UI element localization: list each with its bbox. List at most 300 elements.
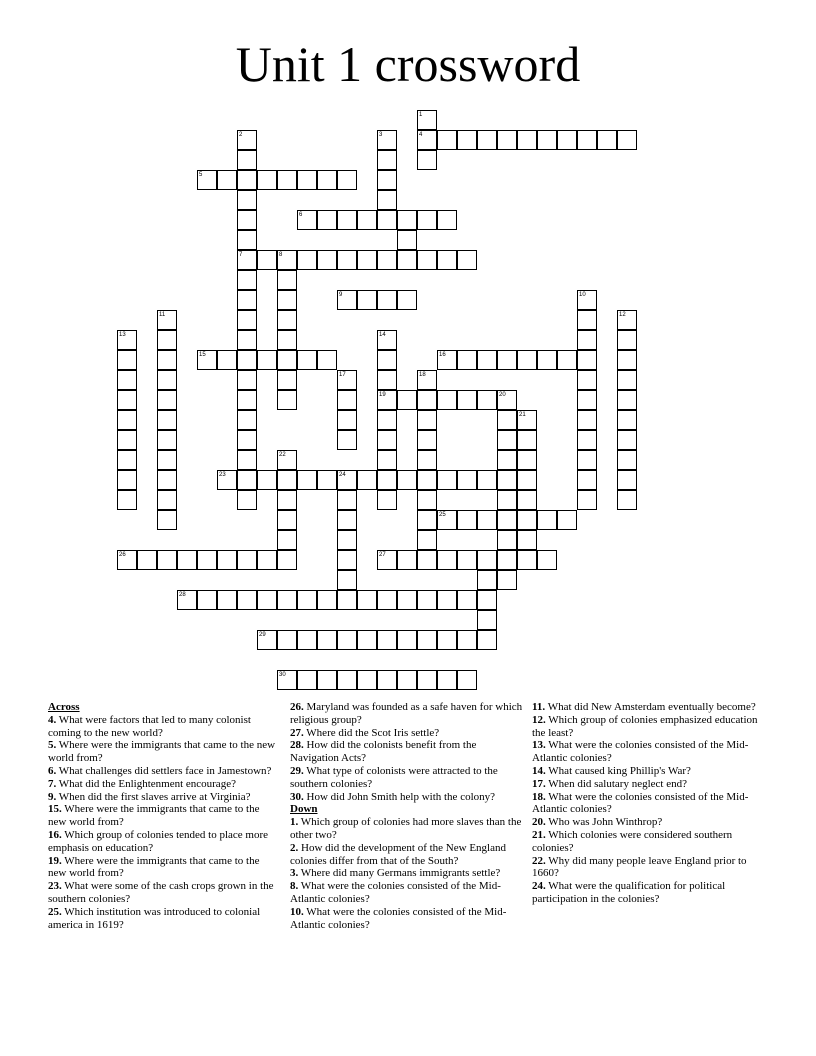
- clue-number: 25.: [48, 905, 62, 918]
- clue-number: 18.: [532, 790, 546, 803]
- grid-clue-number: 16: [439, 352, 446, 358]
- grid-cell[interactable]: [277, 330, 297, 350]
- clue-text: What were factors that led to many colonist coming to the new world?: [48, 713, 251, 739]
- grid-cell[interactable]: [157, 510, 177, 530]
- grid-cell[interactable]: [437, 550, 457, 570]
- grid-cell[interactable]: [137, 550, 157, 570]
- grid-cell[interactable]: [157, 470, 177, 490]
- clue-number: 26.: [290, 701, 304, 713]
- grid-cell[interactable]: [497, 350, 517, 370]
- grid-cell[interactable]: [577, 470, 597, 490]
- clue-number: 11.: [532, 701, 546, 713]
- grid-cell[interactable]: [557, 350, 577, 370]
- grid-cell[interactable]: [317, 470, 337, 490]
- grid-cell[interactable]: [217, 590, 237, 610]
- grid-cell[interactable]: [157, 410, 177, 430]
- grid-cell[interactable]: [337, 670, 357, 690]
- clue-down-17: [532, 778, 768, 791]
- grid-cell[interactable]: [417, 510, 437, 530]
- clue-number: 21.: [532, 828, 546, 841]
- clue-text: What were the qualification for political participation in the colonies?: [532, 880, 726, 905]
- grid-cell[interactable]: [417, 410, 437, 430]
- grid-cell[interactable]: [497, 470, 517, 490]
- grid-cell[interactable]: [277, 470, 297, 490]
- grid-cell[interactable]: [257, 550, 277, 570]
- grid-cell[interactable]: [297, 250, 317, 270]
- grid-cell[interactable]: [277, 550, 297, 570]
- grid-cell[interactable]: [517, 490, 537, 510]
- grid-cell[interactable]: [497, 490, 517, 510]
- clue-across-29: [290, 765, 526, 791]
- grid-cell[interactable]: [577, 410, 597, 430]
- grid-cell[interactable]: [417, 210, 437, 230]
- grid-cell[interactable]: [457, 130, 477, 150]
- clue-column-3: [532, 701, 768, 906]
- grid-cell[interactable]: [337, 250, 357, 270]
- grid-clue-number: 14: [379, 332, 386, 338]
- grid-cell[interactable]: [217, 170, 237, 190]
- grid-clue-number: 23: [219, 472, 226, 478]
- grid-cell[interactable]: [617, 130, 637, 150]
- grid-cell[interactable]: [337, 530, 357, 550]
- grid-cell[interactable]: [417, 670, 437, 690]
- clue-down-13: [532, 739, 768, 765]
- clue-across-23: [48, 880, 278, 906]
- grid-cell[interactable]: [377, 670, 397, 690]
- grid-cell[interactable]: [417, 150, 437, 170]
- grid-cell[interactable]: [377, 250, 397, 270]
- grid-cell[interactable]: [237, 550, 257, 570]
- grid-cell[interactable]: [237, 190, 257, 210]
- clue-text: What did the Enlightenment encourage?: [56, 777, 236, 790]
- grid-cell[interactable]: [277, 270, 297, 290]
- grid-cell[interactable]: [457, 550, 477, 570]
- grid-cell[interactable]: [517, 430, 537, 450]
- grid-cell[interactable]: [537, 510, 557, 530]
- grid-cell[interactable]: [337, 170, 357, 190]
- grid-cell[interactable]: [357, 470, 377, 490]
- grid-cell[interactable]: [237, 490, 257, 510]
- grid-cell[interactable]: [297, 590, 317, 610]
- grid-cell[interactable]: [237, 450, 257, 470]
- clue-text: Which colonies were considered southern colonies?: [532, 828, 733, 854]
- grid-cell[interactable]: [577, 310, 597, 330]
- grid-cell[interactable]: [237, 170, 257, 190]
- clue-down-10: [290, 906, 526, 932]
- grid-clue-number: 11: [159, 312, 166, 318]
- grid-cell[interactable]: [337, 430, 357, 450]
- clue-text: How did John Smith help with the colony?: [303, 790, 496, 803]
- grid-cell[interactable]: [457, 670, 477, 690]
- grid-cell[interactable]: [617, 390, 637, 410]
- clue-text: What did New Amsterdam eventually become?: [545, 701, 756, 713]
- clue-text: Who was John Winthrop?: [545, 816, 663, 829]
- grid-cell[interactable]: [257, 170, 277, 190]
- grid-cell[interactable]: [477, 570, 497, 590]
- grid-cell[interactable]: [437, 630, 457, 650]
- grid-cell[interactable]: [277, 590, 297, 610]
- grid-clue-number: 26: [119, 552, 126, 558]
- grid-cell[interactable]: [437, 390, 457, 410]
- grid-cell[interactable]: [497, 130, 517, 150]
- grid-cell[interactable]: [397, 590, 417, 610]
- grid-cell[interactable]: [377, 490, 397, 510]
- grid-cell[interactable]: [157, 550, 177, 570]
- grid-cell[interactable]: [497, 410, 517, 430]
- clue-number: 23.: [48, 880, 62, 893]
- grid-cell[interactable]: [357, 630, 377, 650]
- clue-down-21: [532, 829, 768, 855]
- grid-cell[interactable]: [397, 630, 417, 650]
- grid-cell[interactable]: [237, 390, 257, 410]
- clue-number: 27.: [290, 726, 304, 739]
- grid-cell[interactable]: [437, 250, 457, 270]
- grid-cell[interactable]: [477, 610, 497, 630]
- grid-cell[interactable]: [397, 670, 417, 690]
- grid-cell[interactable]: [337, 490, 357, 510]
- clue-text: Maryland was founded as a safe haven for which religious group?: [290, 701, 523, 726]
- grid-cell[interactable]: [417, 630, 437, 650]
- grid-cell[interactable]: [517, 470, 537, 490]
- grid-cell[interactable]: [157, 490, 177, 510]
- clue-text: Where did the Scot Iris settle?: [303, 726, 440, 739]
- clue-text: What were the colonies consisted of the Mid-Atlantic colonies?: [290, 905, 507, 931]
- grid-cell[interactable]: [477, 470, 497, 490]
- grid-cell[interactable]: [157, 430, 177, 450]
- grid-cell[interactable]: [617, 470, 637, 490]
- grid-cell[interactable]: [177, 550, 197, 570]
- clue-text: What were some of the cash crops grown in the southern colonies?: [48, 880, 274, 905]
- grid-cell[interactable]: [477, 130, 497, 150]
- grid-cell[interactable]: [457, 350, 477, 370]
- grid-cell[interactable]: [237, 410, 257, 430]
- grid-cell[interactable]: [277, 310, 297, 330]
- grid-cell[interactable]: [517, 450, 537, 470]
- clue-down-11: [532, 701, 768, 714]
- clue-text: What challenges did settlers face in Jamestown?: [56, 764, 272, 777]
- grid-cell[interactable]: [197, 550, 217, 570]
- clue-number: 15.: [48, 803, 62, 816]
- grid-cell[interactable]: [397, 230, 417, 250]
- grid-cell[interactable]: [397, 550, 417, 570]
- grid-cell[interactable]: [197, 590, 217, 610]
- grid-cell[interactable]: [537, 130, 557, 150]
- grid-cell[interactable]: [397, 470, 417, 490]
- grid-cell[interactable]: [517, 130, 537, 150]
- grid-cell[interactable]: [357, 250, 377, 270]
- grid-cell[interactable]: [317, 590, 337, 610]
- grid-cell[interactable]: [117, 490, 137, 510]
- grid-cell[interactable]: [357, 210, 377, 230]
- grid-cell[interactable]: [237, 370, 257, 390]
- grid-cell[interactable]: [617, 330, 637, 350]
- grid-clue-number: 1: [419, 112, 423, 118]
- grid-clue-number: 6: [299, 212, 303, 218]
- grid-cell[interactable]: [617, 430, 637, 450]
- grid-cell[interactable]: [257, 590, 277, 610]
- grid-cell[interactable]: [577, 130, 597, 150]
- clue-text: Where were the immigrants that came to the new world from?: [48, 854, 260, 880]
- clue-number: 3.: [290, 867, 299, 880]
- grid-cell[interactable]: [417, 530, 437, 550]
- grid-cell[interactable]: [617, 370, 637, 390]
- grid-cell[interactable]: [317, 630, 337, 650]
- grid-cell[interactable]: [337, 570, 357, 590]
- grid-cell[interactable]: [577, 350, 597, 370]
- grid-cell[interactable]: [377, 350, 397, 370]
- grid-cell[interactable]: [117, 470, 137, 490]
- grid-cell[interactable]: [277, 630, 297, 650]
- across-header: Across: [48, 701, 80, 713]
- grid-cell[interactable]: [237, 350, 257, 370]
- grid-cell[interactable]: [277, 170, 297, 190]
- clue-text: Which group of colonies tended to place more emphasis on education?: [48, 828, 269, 854]
- grid-cell[interactable]: [237, 150, 257, 170]
- grid-clue-number: 25: [439, 512, 446, 518]
- grid-cell[interactable]: [577, 390, 597, 410]
- grid-cell[interactable]: [477, 510, 497, 530]
- grid-cell[interactable]: [417, 250, 437, 270]
- clue-number: 4.: [48, 713, 57, 726]
- grid-cell[interactable]: [617, 410, 637, 430]
- clue-down-14: [532, 765, 768, 778]
- grid-cell[interactable]: [397, 210, 417, 230]
- grid-cell[interactable]: [417, 590, 437, 610]
- grid-cell[interactable]: [237, 210, 257, 230]
- grid-cell[interactable]: [237, 310, 257, 330]
- grid-cell[interactable]: [437, 670, 457, 690]
- grid-cell[interactable]: [277, 370, 297, 390]
- grid-cell[interactable]: [277, 490, 297, 510]
- clue-across-25: [48, 906, 278, 932]
- grid-cell[interactable]: [297, 670, 317, 690]
- clue-number: 9.: [48, 790, 57, 803]
- clue-down-18: [532, 791, 768, 817]
- grid-cell[interactable]: [537, 550, 557, 570]
- grid-cell[interactable]: [337, 510, 357, 530]
- grid-cell[interactable]: [237, 330, 257, 350]
- grid-cell[interactable]: [517, 530, 537, 550]
- grid-cell[interactable]: [577, 450, 597, 470]
- grid-cell[interactable]: [337, 590, 357, 610]
- grid-cell[interactable]: [337, 390, 357, 410]
- grid-cell[interactable]: [477, 390, 497, 410]
- grid-cell[interactable]: [217, 550, 237, 570]
- clue-number: 28.: [290, 739, 304, 752]
- grid-clue-number: 15: [199, 352, 206, 358]
- grid-cell[interactable]: [397, 390, 417, 410]
- grid-cell[interactable]: [277, 290, 297, 310]
- grid-cell[interactable]: [517, 350, 537, 370]
- grid-cell[interactable]: [157, 450, 177, 470]
- grid-cell[interactable]: [477, 590, 497, 610]
- grid-cell[interactable]: [377, 470, 397, 490]
- clue-across-4: [48, 714, 278, 740]
- grid-cell[interactable]: [417, 450, 437, 470]
- grid-cell[interactable]: [437, 210, 457, 230]
- grid-cell[interactable]: [237, 230, 257, 250]
- grid-cell[interactable]: [377, 190, 397, 210]
- grid-cell[interactable]: [337, 630, 357, 650]
- grid-cell[interactable]: [417, 430, 437, 450]
- grid-cell[interactable]: [117, 450, 137, 470]
- clue-number: 13.: [532, 739, 546, 752]
- grid-cell[interactable]: [337, 210, 357, 230]
- clue-across-5: [48, 739, 278, 765]
- grid-cell[interactable]: [377, 290, 397, 310]
- grid-cell[interactable]: [497, 570, 517, 590]
- grid-cell[interactable]: [117, 410, 137, 430]
- grid-cell[interactable]: [457, 250, 477, 270]
- grid-cell[interactable]: [257, 250, 277, 270]
- grid-cell[interactable]: [377, 450, 397, 470]
- grid-cell[interactable]: [457, 510, 477, 530]
- clue-number: 8.: [290, 880, 299, 893]
- clue-number: 12.: [532, 713, 546, 726]
- grid-cell[interactable]: [357, 590, 377, 610]
- grid-cell[interactable]: [317, 170, 337, 190]
- grid-cell[interactable]: [497, 430, 517, 450]
- clue-text: What caused king Phillip's War?: [545, 764, 691, 777]
- grid-cell[interactable]: [297, 170, 317, 190]
- clue-down-20: [532, 816, 768, 829]
- grid-cell[interactable]: [117, 390, 137, 410]
- grid-cell[interactable]: [457, 390, 477, 410]
- grid-cell[interactable]: [157, 390, 177, 410]
- grid-cell[interactable]: [617, 490, 637, 510]
- grid-cell[interactable]: [437, 470, 457, 490]
- grid-cell[interactable]: [477, 550, 497, 570]
- grid-clue-number: 7: [239, 252, 243, 258]
- clue-number: 2.: [290, 841, 299, 854]
- grid-cell[interactable]: [377, 430, 397, 450]
- grid-cell[interactable]: [377, 590, 397, 610]
- grid-cell[interactable]: [117, 370, 137, 390]
- clue-down-8: [290, 880, 526, 906]
- grid-cell[interactable]: [537, 350, 557, 370]
- grid-cell[interactable]: [317, 210, 337, 230]
- grid-cell[interactable]: [377, 410, 397, 430]
- clue-across-27: [290, 727, 526, 740]
- grid-cell[interactable]: [357, 290, 377, 310]
- grid-cell[interactable]: [437, 590, 457, 610]
- clue-across-7: [48, 778, 278, 791]
- grid-cell[interactable]: [477, 350, 497, 370]
- grid-cell[interactable]: [577, 430, 597, 450]
- grid-clue-number: 19: [379, 392, 386, 398]
- grid-cell[interactable]: [377, 630, 397, 650]
- grid-cell[interactable]: [557, 130, 577, 150]
- grid-cell[interactable]: [297, 470, 317, 490]
- grid-cell[interactable]: [377, 210, 397, 230]
- grid-cell[interactable]: [237, 270, 257, 290]
- grid-clue-number: 28: [179, 592, 186, 598]
- grid-cell[interactable]: [297, 350, 317, 370]
- grid-cell[interactable]: [237, 290, 257, 310]
- grid-cell[interactable]: [517, 510, 537, 530]
- clue-across-26: [290, 701, 526, 727]
- grid-cell[interactable]: [317, 670, 337, 690]
- clue-text: What type of colonists were attracted to the southern colonies?: [290, 764, 498, 790]
- grid-cell[interactable]: [497, 550, 517, 570]
- grid-cell[interactable]: [337, 550, 357, 570]
- grid-cell[interactable]: [417, 550, 437, 570]
- grid-cell[interactable]: [257, 350, 277, 370]
- grid-cell[interactable]: [317, 350, 337, 370]
- grid-cell[interactable]: [497, 450, 517, 470]
- grid-cell[interactable]: [497, 530, 517, 550]
- grid-cell[interactable]: [117, 350, 137, 370]
- clue-number: 19.: [48, 854, 62, 867]
- grid-cell[interactable]: [157, 330, 177, 350]
- down-header: Down: [290, 803, 318, 816]
- grid-cell[interactable]: [557, 510, 577, 530]
- grid-clue-number: 18: [419, 372, 426, 378]
- grid-cell[interactable]: [217, 350, 237, 370]
- grid-cell[interactable]: [317, 250, 337, 270]
- clue-across-6: [48, 765, 278, 778]
- clue-number: 29.: [290, 764, 304, 777]
- clue-down-12: [532, 714, 768, 740]
- grid-cell[interactable]: [617, 350, 637, 370]
- grid-cell[interactable]: [497, 510, 517, 530]
- grid-cell[interactable]: [457, 470, 477, 490]
- grid-cell[interactable]: [157, 350, 177, 370]
- grid-cell[interactable]: [377, 370, 397, 390]
- grid-cell[interactable]: [277, 510, 297, 530]
- grid-cell[interactable]: [117, 430, 137, 450]
- grid-cell[interactable]: [377, 170, 397, 190]
- grid-cell[interactable]: [237, 590, 257, 610]
- grid-cell[interactable]: [257, 470, 277, 490]
- grid-cell[interactable]: [577, 490, 597, 510]
- clue-number: 24.: [532, 880, 546, 893]
- grid-cell[interactable]: [277, 530, 297, 550]
- grid-cell[interactable]: [297, 630, 317, 650]
- grid-cell[interactable]: [377, 150, 397, 170]
- clue-column-2: [290, 701, 526, 931]
- grid-cell[interactable]: [457, 590, 477, 610]
- grid-cell[interactable]: [597, 130, 617, 150]
- grid-cell[interactable]: [237, 430, 257, 450]
- clue-text: Where were the immigrants that came to the new world from?: [48, 803, 260, 829]
- grid-cell[interactable]: [417, 470, 437, 490]
- grid-cell[interactable]: [237, 470, 257, 490]
- grid-cell[interactable]: [577, 370, 597, 390]
- grid-cell[interactable]: [337, 410, 357, 430]
- grid-cell[interactable]: [617, 450, 637, 470]
- grid-cell[interactable]: [437, 130, 457, 150]
- clue-text: Which group of colonies had more slaves than the other two?: [290, 816, 522, 841]
- clue-number: 16.: [48, 828, 62, 841]
- grid-cell[interactable]: [457, 630, 477, 650]
- grid-cell[interactable]: [477, 630, 497, 650]
- grid-clue-number: 24: [339, 472, 346, 478]
- grid-cell[interactable]: [397, 250, 417, 270]
- grid-cell[interactable]: [397, 290, 417, 310]
- grid-cell[interactable]: [277, 350, 297, 370]
- grid-cell[interactable]: [517, 550, 537, 570]
- grid-cell[interactable]: [157, 370, 177, 390]
- grid-clue-number: 21: [519, 412, 526, 418]
- clue-number: 20.: [532, 816, 546, 829]
- grid-cell[interactable]: [417, 390, 437, 410]
- grid-clue-number: 13: [119, 332, 126, 338]
- grid-cell[interactable]: [417, 490, 437, 510]
- grid-cell[interactable]: [277, 390, 297, 410]
- grid-cell[interactable]: [357, 670, 377, 690]
- grid-cell[interactable]: [577, 330, 597, 350]
